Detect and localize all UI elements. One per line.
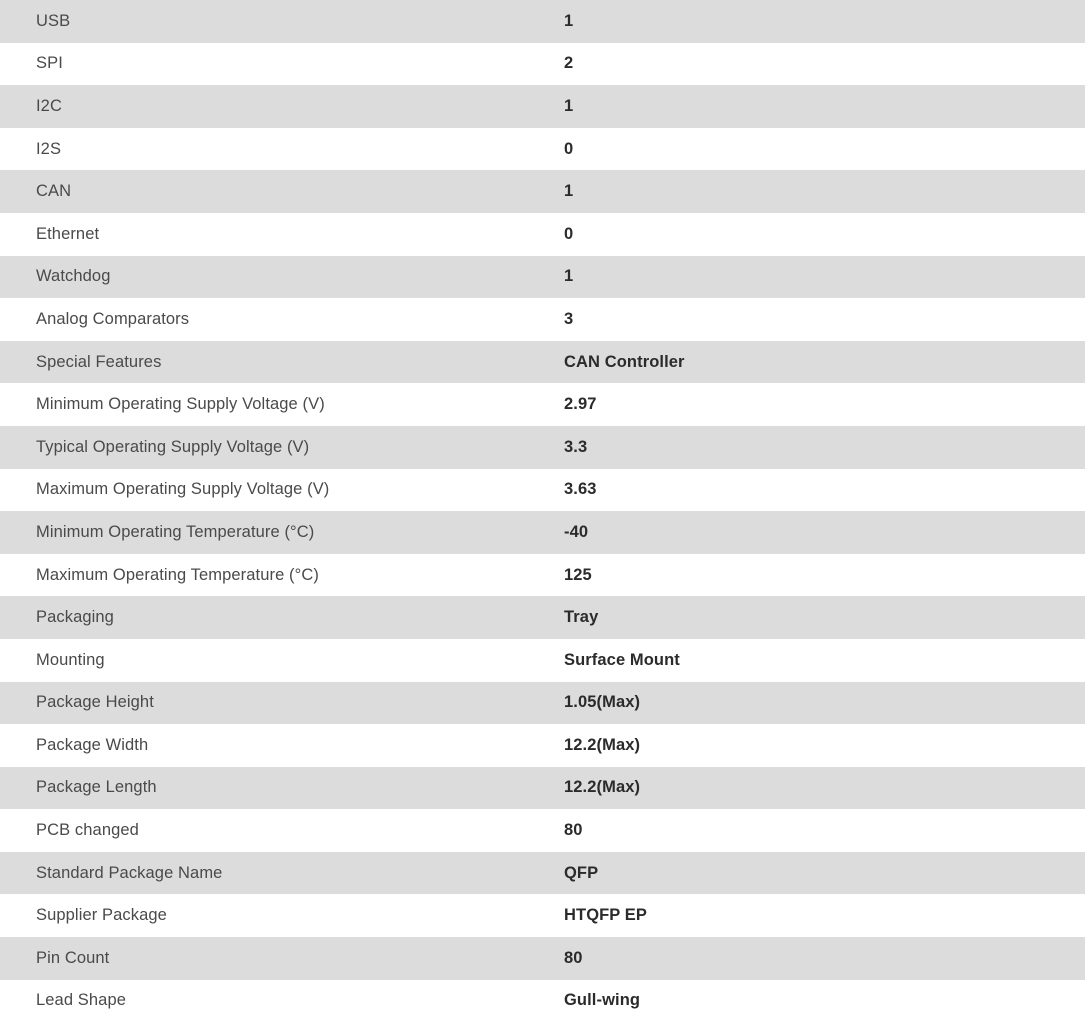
table-row	[0, 767, 1085, 810]
spec-value: CAN Controller	[564, 352, 685, 371]
spec-value: 3.63	[564, 480, 597, 499]
spec-label: Analog Comparators	[36, 309, 190, 328]
table-row	[0, 937, 1085, 980]
spec-label: Watchdog	[36, 267, 111, 286]
table-row	[0, 469, 1085, 512]
spec-label: Supplier Package	[36, 906, 167, 925]
table-row	[0, 383, 1085, 426]
spec-value: QFP	[564, 863, 599, 882]
table-row	[0, 256, 1085, 299]
table-row	[0, 894, 1085, 937]
spec-label: Minimum Operating Supply Voltage (V)	[36, 395, 325, 414]
spec-label: Maximum Operating Supply Voltage (V)	[36, 480, 330, 499]
spec-value: 1	[564, 96, 574, 115]
spec-label: Typical Operating Supply Voltage (V)	[36, 437, 310, 456]
spec-label: CAN	[36, 182, 72, 201]
spec-value: Surface Mount	[564, 650, 680, 669]
spec-value: 1.05(Max)	[564, 693, 641, 712]
spec-value: 80	[564, 948, 583, 967]
spec-label: I2C	[36, 96, 62, 115]
spec-value: 1	[564, 182, 574, 201]
table-row	[0, 682, 1085, 725]
table-row	[0, 213, 1085, 256]
table-row	[0, 639, 1085, 682]
table-row	[0, 341, 1085, 384]
spec-label: Package Height	[36, 693, 154, 712]
table-row	[0, 724, 1085, 767]
spec-value: 1	[564, 267, 574, 286]
spec-label: Package Length	[36, 778, 157, 797]
spec-label: Pin Count	[36, 948, 110, 967]
table-row	[0, 596, 1085, 639]
spec-value: Gull-wing	[564, 991, 641, 1010]
table-row	[0, 852, 1085, 895]
table-row	[0, 128, 1085, 171]
spec-value: 0	[564, 139, 574, 158]
table-row	[0, 85, 1085, 128]
spec-value: 1	[564, 11, 574, 30]
table-row	[0, 809, 1085, 852]
spec-label: Minimum Operating Temperature (°C)	[36, 522, 315, 541]
table-row	[0, 426, 1085, 469]
spec-label: Lead Shape	[36, 991, 127, 1010]
spec-label: Standard Package Name	[36, 863, 223, 882]
spec-label: Special Features	[36, 352, 162, 371]
spec-label: SPI	[36, 54, 63, 73]
spec-label: PCB changed	[36, 821, 139, 840]
spec-value: 12.2(Max)	[564, 778, 641, 797]
spec-value: 3	[564, 309, 574, 328]
spec-value: 125	[564, 565, 592, 584]
spec-value: 12.2(Max)	[564, 735, 641, 754]
spec-value: 2.97	[564, 395, 597, 414]
spec-label: Maximum Operating Temperature (°C)	[36, 565, 319, 584]
spec-label: I2S	[36, 139, 62, 158]
table-row	[0, 43, 1085, 86]
table-row	[0, 298, 1085, 341]
spec-label: Packaging	[36, 608, 114, 627]
spec-label: USB	[36, 11, 71, 30]
spec-value: HTQFP EP	[564, 906, 648, 925]
spec-value: Tray	[564, 608, 599, 627]
table-row	[0, 170, 1085, 213]
spec-value: 0	[564, 224, 574, 243]
spec-label: Mounting	[36, 650, 105, 669]
spec-label: Package Width	[36, 735, 149, 754]
table-row	[0, 0, 1085, 43]
table-row	[0, 511, 1085, 554]
table-row	[0, 554, 1085, 597]
spec-value: 80	[564, 821, 583, 840]
spec-value: 3.3	[564, 437, 588, 456]
spec-value: 2	[564, 54, 574, 73]
spec-label: Ethernet	[36, 224, 100, 243]
spec-value: -40	[564, 522, 589, 541]
table-row	[0, 980, 1085, 1022]
